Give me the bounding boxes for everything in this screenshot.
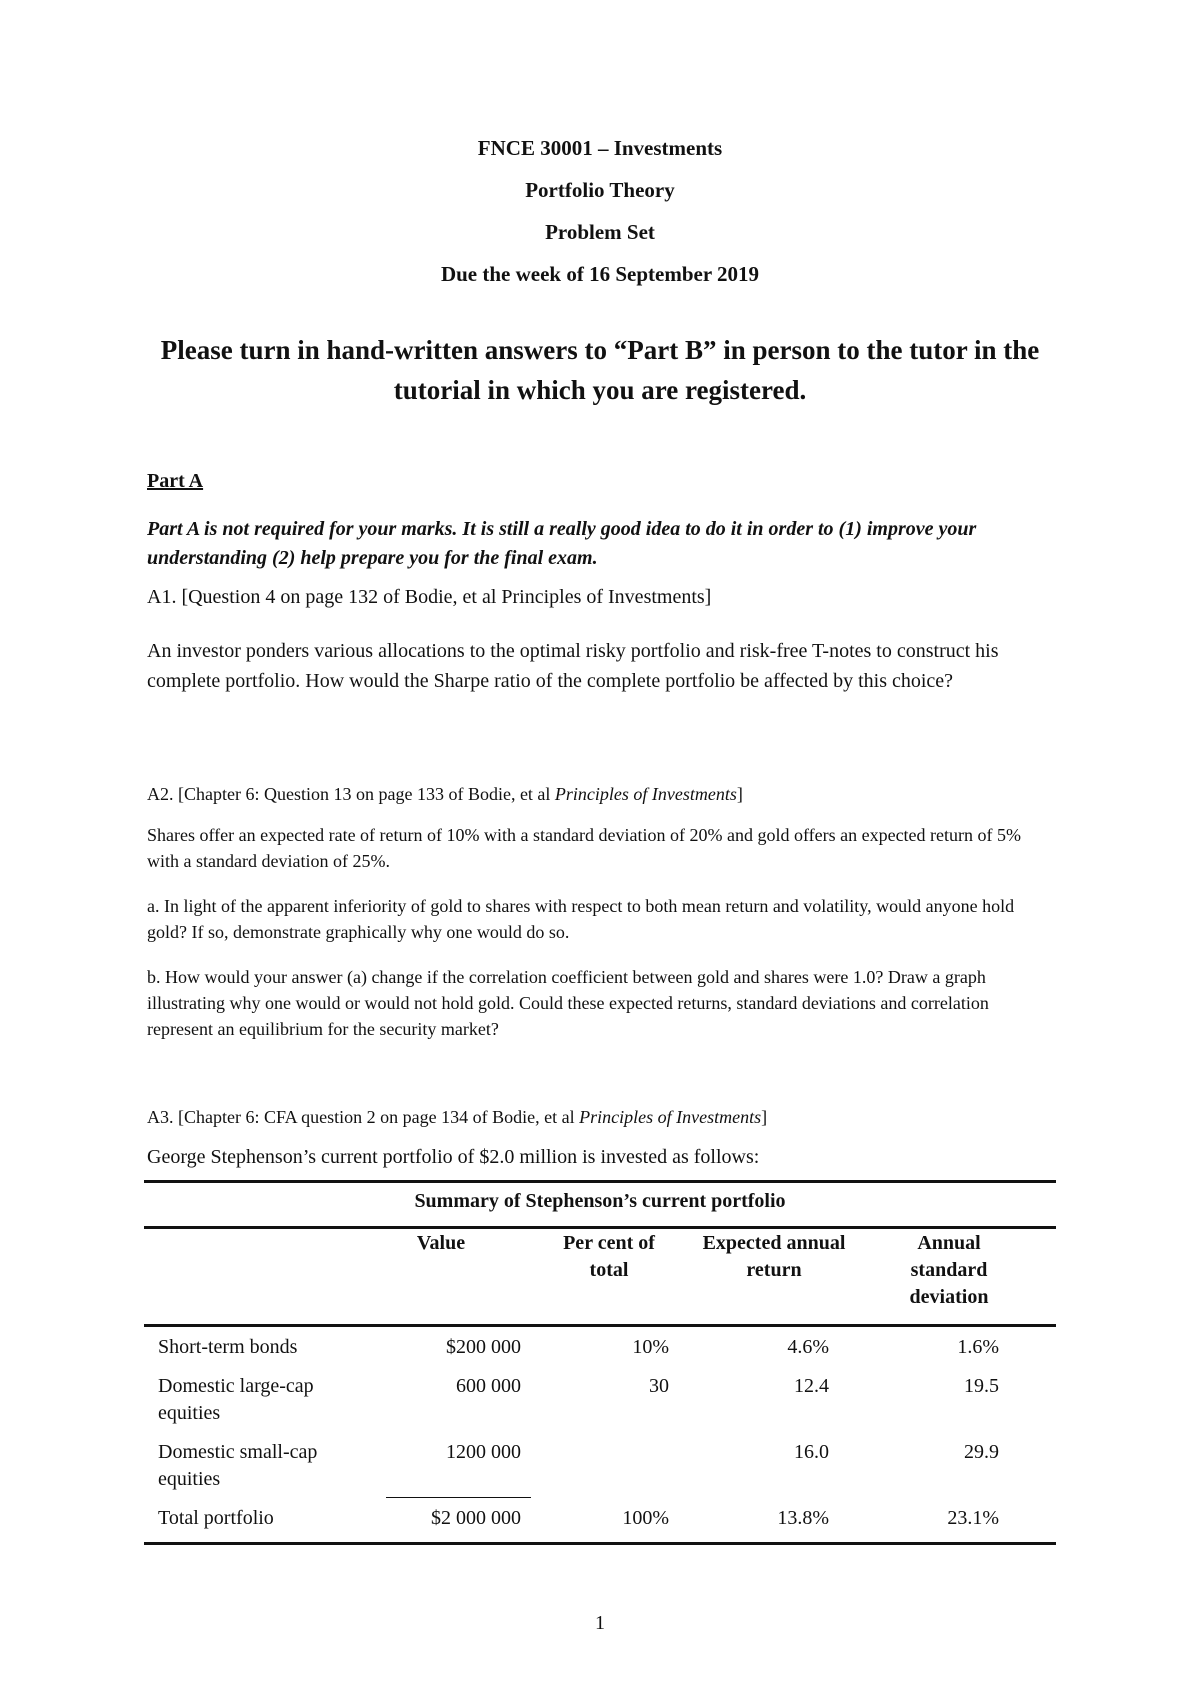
part-a-heading: Part A: [147, 470, 204, 492]
submission-notice: Please turn in hand-written answers to “Part B” in person to the tutor in the tutorial in which you are registered.: [160, 335, 1040, 405]
value-cell: 1200 000: [446, 1441, 521, 1463]
topic-title: Portfolio Theory: [525, 178, 675, 202]
document-type: Problem Set: [545, 220, 655, 244]
std-dev-cell: 19.5: [964, 1375, 999, 1397]
course-title: FNCE 30001 – Investments: [477, 136, 723, 160]
percent-cell: 100%: [622, 1507, 669, 1529]
a2-heading-book: Principles of Investments: [554, 784, 737, 804]
std-dev-cell: 29.9: [964, 1441, 999, 1463]
due-date: Due the week of 16 September 2019: [440, 262, 760, 286]
a3-heading-book: Principles of Investments: [579, 1107, 762, 1127]
a1-heading: A1. [Question 4 on page 132 of Bodie, et al Principles of Investments]: [147, 586, 712, 608]
a2-part-b: b. How would your answer (a) change if the correlation coefficient between gold and shares were 1.0? Draw a graph illustrating why one would or would not hold gold. Could these expected returns, standard deviations and correlation represent an equilibrium for the security market?: [147, 967, 989, 1039]
return-cell: 13.8%: [777, 1507, 829, 1529]
a3-intro: George Stephenson’s current portfolio of $2.0 million is invested as follows:: [147, 1146, 760, 1168]
a2-intro: Shares offer an expected rate of return of 10% with a standard deviation of 20% and gold offers an expected return of 5% with a standard deviation of 25%.: [147, 825, 1022, 871]
table-caption: Summary of Stephenson’s current portfolio: [414, 1190, 786, 1212]
std-dev-cell: 1.6%: [957, 1336, 999, 1358]
a2-part-a: a. In light of the apparent inferiority of gold to shares with respect to both mean return and volatility, would anyone hold gold? If so, demonstrate graphically why one would do so.: [147, 896, 1015, 942]
return-cell: 4.6%: [787, 1336, 829, 1358]
value-cell: 600 000: [456, 1375, 521, 1397]
table-caption-rule: [144, 1226, 1056, 1229]
percent-cell: 10%: [632, 1336, 669, 1358]
row-label: Domestic large-cap equities: [158, 1375, 314, 1424]
return-cell: 12.4: [794, 1375, 829, 1397]
a2-heading-prefix: A2. [Chapter 6: Question 13 on page 133 of Bodie, et al: [147, 784, 555, 804]
part-a-note: Part A is not required for your marks. It is still a really good idea to do it in order to (1) improve your understanding (2) help prepare you for the final exam.: [147, 518, 977, 569]
value-cell: $2 000 000: [431, 1507, 521, 1529]
column-header-return: Expected annual return: [702, 1232, 846, 1281]
a3-heading-prefix: A3. [Chapter 6: CFA question 2 on page 134 of Bodie, et al: [147, 1107, 580, 1127]
a2-heading-suffix: ]: [736, 784, 743, 804]
sum-underline: [386, 1497, 531, 1498]
std-dev-cell: 23.1%: [947, 1507, 999, 1529]
table-bottom-rule: [144, 1542, 1056, 1545]
a3-heading-suffix: ]: [761, 1107, 768, 1127]
row-label: Total portfolio: [158, 1507, 274, 1529]
percent-cell: 30: [649, 1375, 669, 1397]
table-top-rule: [144, 1180, 1056, 1183]
column-header-std-dev: Annual standard deviation: [909, 1232, 989, 1308]
row-label: Short-term bonds: [158, 1336, 298, 1358]
column-header-percent: Per cent of total: [563, 1232, 655, 1281]
value-cell: $200 000: [446, 1336, 521, 1358]
a1-body: An investor ponders various allocations to the optimal risky portfolio and risk-free T-notes to construct his complete portfolio. How would the Sharpe ratio of the complete portfolio be affected by this choice?: [147, 640, 999, 692]
a2-heading: [147, 782, 1057, 806]
a3-heading: [147, 1105, 1057, 1129]
row-label: Domestic small-cap equities: [158, 1441, 318, 1490]
page-number: 1: [595, 1612, 605, 1634]
table-header-rule: [144, 1324, 1056, 1327]
return-cell: 16.0: [794, 1441, 829, 1463]
column-header-value: Value: [416, 1232, 466, 1254]
